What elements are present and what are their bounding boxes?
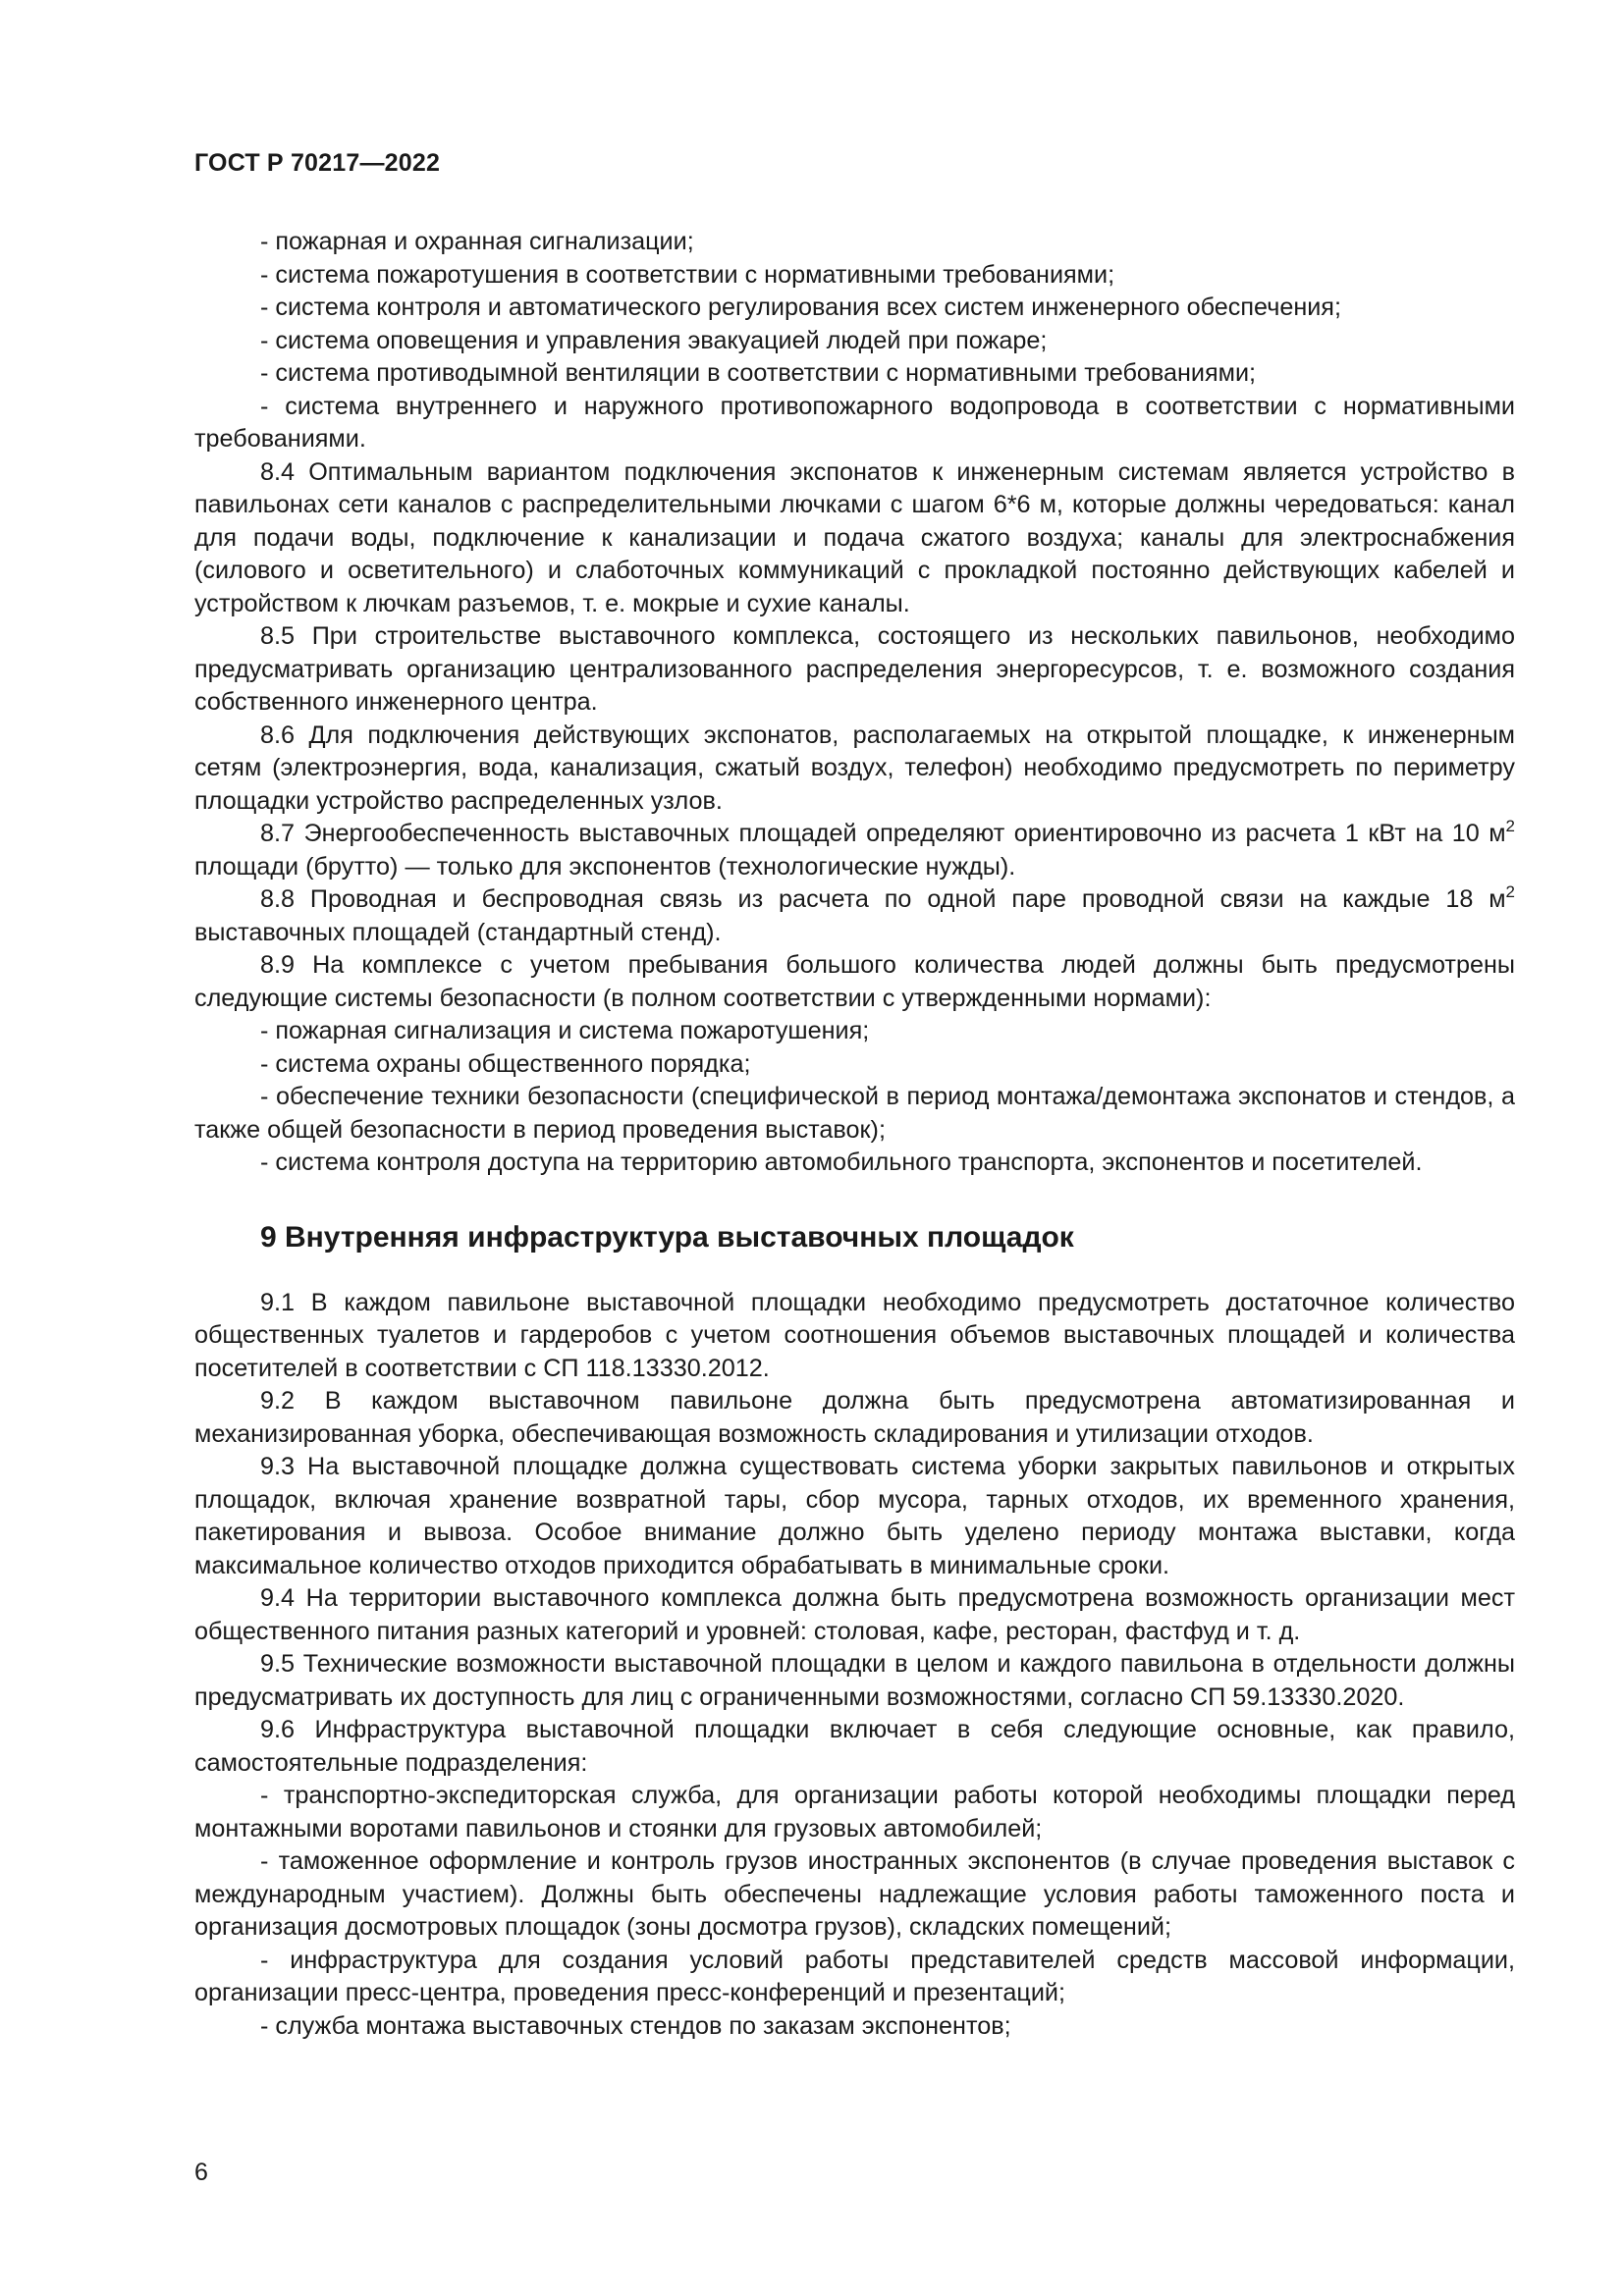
section-9-heading: 9 Внутренняя инфраструктура выставочных площадок bbox=[260, 1220, 1074, 1254]
list-item: - служба монтажа выставочных стендов по заказам экспонентов; bbox=[260, 2011, 1011, 2040]
paragraph-8-7-text-end: площади (брутто) — только для экспонентов (технологические нужды). bbox=[194, 852, 1016, 881]
list-item: - инфраструктура для создания условий работы представителей средств массовой информации, организации пресс-центра, проведения пресс-конференций и презентаций; bbox=[194, 1946, 1515, 2006]
paragraph-9-4: 9.4 На территории выставочного комплекса должна быть предусмотрена возможность организации мест общественного питания разных категорий и уровней: столовая, кафе, ресторан, фастфуд и т. д. bbox=[194, 1584, 1515, 1645]
list-item: - таможенное оформление и контроль грузов иностранных экспонентов (в случае проведения выставок с международным участием). Должны быть обеспечены надлежащие условия работы таможенного поста и организация досмотровых площадок (зоны досмотра грузов), складских помещений; bbox=[194, 1847, 1515, 1941]
paragraph-8-4: 8.4 Оптимальным вариантом подключения экспонатов к инженерным системам является устройство в павильонах сети каналов с распределительными лючками с шагом 6*6 м, которые должны чередоваться: канал для подачи воды, подключение к канализации и подача сжатого воздуха; каналы для электроснабжения (силового и осветительного) и слаботочных коммуникаций с прокладкой постоянно действующих кабелей и устройством к лючкам разъемов, т. е. мокрые и сухие каналы. bbox=[194, 457, 1515, 617]
paragraph-8-8-text: 8.8 Проводная и беспроводная связь из расчета по одной паре проводной связи на каждые 18 м bbox=[260, 885, 1506, 913]
paragraph-9-1: 9.1 В каждом павильоне выставочной площадки необходимо предусмотреть достаточное количество общественных туалетов и гардеробов с учетом соотношения объемов выставочных площадей и количества посетителей в соответствии с СП 118.13330.2012. bbox=[194, 1288, 1515, 1382]
paragraph-8-8 bbox=[194, 883, 1515, 949]
list-item: - система внутреннего и наружного противопожарного водопровода в соответствии с нормативными требованиями. bbox=[194, 392, 1515, 453]
paragraph-9-5: 9.5 Технические возможности выставочной площадки в целом и каждого павильона в отдельности должны предусматривать их доступность для лиц с ограниченными возможностями, согласно СП 59.13330.2020. bbox=[194, 1650, 1515, 1711]
list-item: - система охраны общественного порядка; bbox=[260, 1049, 751, 1078]
list-item: - система контроля доступа на территорию автомобильного транспорта, экспонентов и посетителей. bbox=[260, 1148, 1423, 1176]
paragraph-8-7-text: 8.7 Энергообеспеченность выставочных площадей определяют ориентировочно из расчета 1 кВт на 10 м bbox=[260, 820, 1506, 847]
list-item: - пожарная и охранная сигнализации; bbox=[260, 228, 694, 255]
paragraph-8-6: 8.6 Для подключения действующих экспонатов, располагаемых на открытой площадке, к инженерным сетям (электроэнергия, вода, канализация, сжатый воздух, телефон) необходимо предусмотреть по периметру площадки устройство распределенных узлов. bbox=[194, 721, 1515, 815]
list-item: - система противодымной вентиляции в соответствии с нормативными требованиями; bbox=[260, 359, 1257, 387]
list-item: - пожарная сигнализация и система пожаротушения; bbox=[260, 1017, 870, 1044]
paragraph-8-8-text-end: выставочных площадей (стандартный стенд). bbox=[194, 918, 722, 946]
paragraph-9-2: 9.2 В каждом выставочном павильоне должна быть предусмотрена автоматизированная и механизированная уборка, обеспечивающая возможность складирования и утилизации отходов. bbox=[194, 1387, 1515, 1448]
list-item: - обеспечение техники безопасности (специфической в период монтажа/демонтажа экспонатов и стендов, а также общей безопасности в период проведения выставок); bbox=[194, 1083, 1515, 1144]
paragraph-9-3: 9.3 На выставочной площадке должна существовать система уборки закрытых павильонов и открытых площадок, включая хранение возвратной тары, сбор мусора, тарных отходов, их временного хранения, пакетирования и вывоза. Особое внимание должно быть уделено периоду монтажа выставки, когда максимальное количество отходов приходится обрабатывать в минимальные сроки. bbox=[194, 1453, 1515, 1579]
list-item: - система контроля и автоматического регулирования всех систем инженерного обеспечения; bbox=[260, 294, 1341, 321]
superscript-squared: 2 bbox=[1505, 817, 1515, 835]
list-item: - система оповещения и управления эвакуацией людей при пожаре; bbox=[260, 326, 1048, 354]
paragraph-8-5: 8.5 При строительстве выставочного комплекса, состоящего из нескольких павильонов, необходимо предусматривать организацию централизованного распределения энергоресурсов, т. е. возможного создания собственного инженерного центра. bbox=[194, 622, 1515, 716]
list-item: - транспортно-экспедиторская служба, для организации работы которой необходимы площадки перед монтажными воротами павильонов и стоянки для грузовых автомобилей; bbox=[194, 1782, 1515, 1842]
superscript-squared: 2 bbox=[1505, 882, 1515, 901]
page-number: 6 bbox=[194, 2159, 208, 2186]
list-item: - система пожаротушения в соответствии с нормативными требованиями; bbox=[260, 260, 1115, 289]
paragraph-8-9: 8.9 На комплексе с учетом пребывания большого количества людей должны быть предусмотрены следующие системы безопасности (в полном соответствии с утвержденными нормами): bbox=[194, 951, 1515, 1012]
page-content bbox=[194, 226, 1515, 2043]
paragraph-8-7 bbox=[194, 818, 1515, 883]
paragraph-9-6: 9.6 Инфраструктура выставочной площадки включает в себя следующие основные, как правило, самостоятельные подразделения: bbox=[194, 1716, 1515, 1777]
standard-code-header: ГОСТ Р 70217—2022 bbox=[194, 149, 441, 177]
